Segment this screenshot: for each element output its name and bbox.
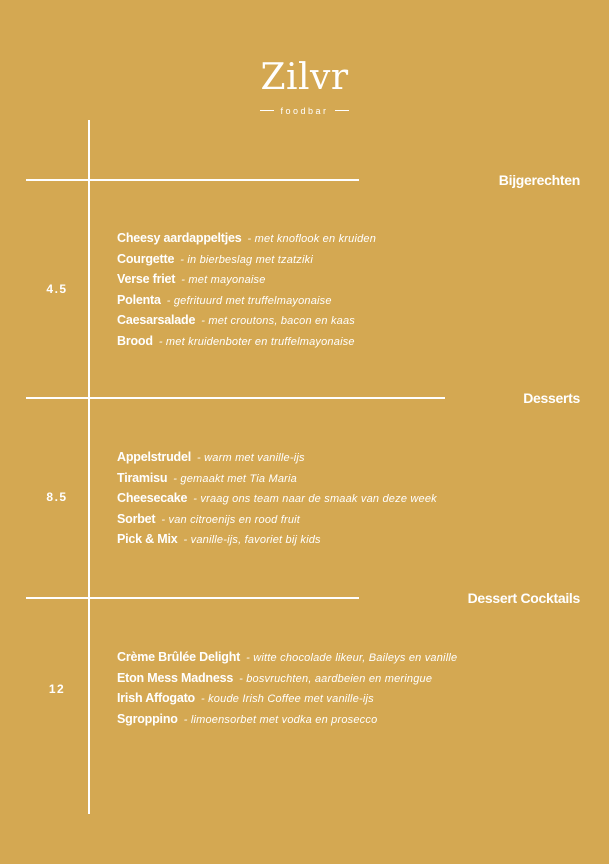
brand-tagline: foodbar [280,105,329,116]
item-list-bijgerechten [117,228,376,352]
item-description: - limoensorbet met vodka en prosecco [183,713,378,726]
item-description: - van citroenijs en rood fruit [161,513,301,526]
brand-name: Zilvr [260,57,349,98]
item-name: Caesarsalade [117,313,196,328]
price-bijgerechten: 4.5 [46,282,68,296]
section-divider-bijgerechten [26,179,359,181]
item-description: - koude Irish Coffee met vanille-ijs [200,693,374,706]
brand-logo [0,58,609,116]
item-name: Sgroppino [117,711,178,726]
section-title-dessert-cocktails: Dessert Cocktails [467,590,580,606]
item-description: - met mayonaise [181,274,266,287]
item-name: Cheesy aardappeltjes [117,231,242,245]
tagline-dash-right [335,110,349,111]
vertical-divider [88,120,90,814]
item-name: Appelstrudel [117,450,191,464]
menu-item [117,509,437,530]
item-description: - met knoflook en kruiden [247,233,377,245]
item-description: - gemaakt met Tia Maria [173,472,297,485]
menu-item [117,290,376,311]
item-description: - witte chocolade likeur, Baileys en vanille [246,652,458,664]
menu-item [117,447,437,468]
menu-item [117,331,376,352]
item-description: - vraag ons team naar de smaak van deze week [193,493,437,506]
item-description: - met croutons, bacon en kaas [201,315,355,328]
item-list-dessert-cocktails [117,647,457,729]
item-list-desserts [117,447,437,550]
item-name: Pick & Mix [117,532,178,547]
menu-item [117,668,457,689]
menu-item [117,488,437,509]
item-name: Eton Mess Madness [117,670,234,685]
item-description: - in bierbeslag met tzatziki [180,253,313,266]
menu-item [117,709,457,730]
menu-item [117,249,376,270]
item-name: Polenta [117,292,161,307]
menu-item [117,529,437,550]
item-name: Irish Affogato [117,691,195,706]
menu-item [117,468,437,489]
item-name: Crème Brûlée Delight [117,650,241,664]
item-name: Sorbet [117,511,156,526]
item-description: - warm met vanille-ijs [197,452,305,464]
section-title-bijgerechten: Bijgerechten [498,172,580,188]
item-description: - met kruidenboter en truffelmayonaise [158,335,355,348]
menu-item [117,688,457,709]
item-name: Courgette [117,251,175,266]
item-name: Tiramisu [117,470,168,485]
item-name: Cheesecake [117,491,188,506]
section-divider-dessert-cocktails [26,597,359,599]
section-title-desserts: Desserts [523,390,580,406]
menu-item [117,269,376,290]
menu-item [117,310,376,331]
menu-item [117,228,376,249]
item-description: - vanille-ijs, favoriet bij kids [183,534,321,547]
item-name: Verse friet [117,272,176,287]
price-desserts: 8.5 [46,490,68,504]
section-divider-desserts [26,397,445,399]
item-name: Brood [117,333,153,348]
price-dessert-cocktails: 12 [48,682,66,696]
brand-tagline-row [260,106,348,116]
item-description: - gefrituurd met truffelmayonaise [166,294,332,307]
item-description: - bosvruchten, aardbeien en meringue [239,672,433,685]
tagline-dash-left [260,110,274,111]
menu-item [117,647,457,668]
